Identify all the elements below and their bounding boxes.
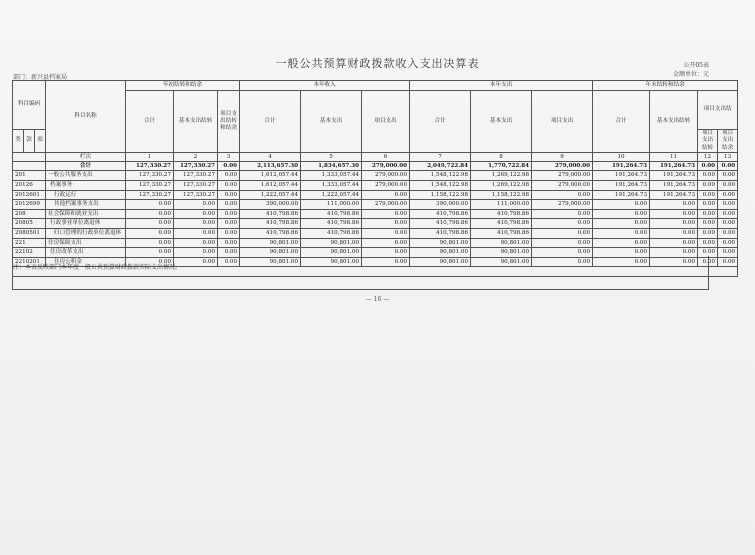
amount-cell: 1,548,122.98 xyxy=(410,180,471,190)
amount-cell: 127,330.27 xyxy=(174,161,218,171)
amount-cell: 0.00 xyxy=(593,238,650,248)
table-row xyxy=(13,228,738,238)
col-number: 13 xyxy=(718,152,738,161)
amount-cell: 0.00 xyxy=(698,171,718,181)
amount-cell: 0.00 xyxy=(698,257,718,267)
amount-cell: 0.00 xyxy=(362,209,410,219)
amount-cell: 0.00 xyxy=(650,219,698,229)
footnote: 注：本表反映部门本年度一般公共预算财政拨款实际支出情况。 xyxy=(13,264,182,271)
amount-cell: 2,113,657.30 xyxy=(240,161,301,171)
amount-cell: 0.00 xyxy=(718,228,738,238)
amount-cell: 2,049,722.84 xyxy=(410,161,471,171)
amount-cell: 0.00 xyxy=(593,200,650,210)
subject-code: 2210201 xyxy=(13,257,46,267)
col-number: 7 xyxy=(410,152,471,161)
row-label-cell xyxy=(13,152,46,161)
amount-cell: 191,264.73 xyxy=(650,171,698,181)
amount-cell: 90,801.00 xyxy=(471,248,532,258)
header-expense-basic: 基本支出 xyxy=(471,91,532,153)
amount-cell: 0.00 xyxy=(593,228,650,238)
header-expense-total: 合计 xyxy=(410,91,471,153)
col-number: 1 xyxy=(126,152,174,161)
amount-cell: 0.00 xyxy=(126,200,174,210)
amount-cell: 1,158,122.98 xyxy=(410,190,471,200)
header-end-project-balance: 项目支出结余 xyxy=(718,130,738,153)
amount-cell: 90,801.00 xyxy=(301,257,362,267)
amount-cell: 410,798.86 xyxy=(301,228,362,238)
amount-cell: 279,000.00 xyxy=(362,180,410,190)
header-group-end: 年末结转和结余 xyxy=(593,81,738,91)
subject-name: 行政运行 xyxy=(46,190,126,200)
subject-name: 住房保障支出 xyxy=(46,238,126,248)
header-class: 类 xyxy=(13,130,24,153)
header-begin-project: 项目支出结转和结余 xyxy=(218,91,240,153)
amount-cell: 0.00 xyxy=(174,257,218,267)
page-number: — 16 — xyxy=(365,296,390,303)
amount-cell: 390,000.00 xyxy=(240,200,301,210)
subject-code: 20805 xyxy=(13,219,46,229)
subject-code: 20126 xyxy=(13,180,46,190)
amount-cell: 0.00 xyxy=(218,248,240,258)
row-label: 栏次 xyxy=(46,152,126,161)
amount-cell: 127,330.27 xyxy=(126,161,174,171)
amount-cell: 0.00 xyxy=(532,238,593,248)
amount-cell: 0.00 xyxy=(593,209,650,219)
amount-cell: 410,798.86 xyxy=(410,209,471,219)
amount-cell: 0.00 xyxy=(174,219,218,229)
amount-cell: 0.00 xyxy=(532,190,593,200)
amount-cell: 111,000.00 xyxy=(471,200,532,210)
amount-cell: 0.00 xyxy=(718,238,738,248)
subject-name: 住房公积金 xyxy=(46,257,126,267)
header-end-basic: 基本支出结转 xyxy=(650,91,698,153)
amount-cell: 0.00 xyxy=(718,248,738,258)
amount-cell: 0.00 xyxy=(218,238,240,248)
amount-cell: 0.00 xyxy=(650,238,698,248)
amount-cell: 0.00 xyxy=(174,228,218,238)
amount-cell: 0.00 xyxy=(698,200,718,210)
amount-cell: 127,330.27 xyxy=(174,171,218,181)
amount-cell: 1,612,057.44 xyxy=(240,171,301,181)
subject-name: 行政事业单位离退休 xyxy=(46,219,126,229)
amount-cell: 90,801.00 xyxy=(410,238,471,248)
amount-cell: 279,000.00 xyxy=(532,161,593,171)
table-row xyxy=(13,209,738,219)
header-expense-project: 项目支出 xyxy=(532,91,593,153)
amount-cell: 0.00 xyxy=(532,257,593,267)
header-item: 项 xyxy=(35,130,46,153)
amount-cell: 1,333,057.44 xyxy=(301,171,362,181)
amount-cell: 410,798.86 xyxy=(240,219,301,229)
amount-cell: 0.00 xyxy=(362,248,410,258)
amount-cell: 127,330.27 xyxy=(126,190,174,200)
amount-cell: 0.00 xyxy=(593,248,650,258)
amount-cell: 0.00 xyxy=(532,219,593,229)
amount-cell: 279,000.00 xyxy=(532,171,593,181)
amount-cell: 0.00 xyxy=(362,190,410,200)
subject-code: 22102 xyxy=(13,248,46,258)
header-income-project: 项目支出 xyxy=(362,91,410,153)
amount-cell: 1,222,057.44 xyxy=(240,190,301,200)
amount-cell: 0.00 xyxy=(718,219,738,229)
table-row xyxy=(13,161,738,171)
amount-cell: 0.00 xyxy=(718,171,738,181)
amount-cell: 90,801.00 xyxy=(240,238,301,248)
amount-cell: 1,834,657.30 xyxy=(301,161,362,171)
amount-cell: 90,801.00 xyxy=(410,257,471,267)
amount-cell: 410,798.86 xyxy=(471,228,532,238)
subject-name: 住房改革支出 xyxy=(46,248,126,258)
amount-cell: 0.00 xyxy=(698,190,718,200)
amount-cell: 0.00 xyxy=(698,180,718,190)
amount-cell: 0.00 xyxy=(593,219,650,229)
amount-cell: 1,222,057.44 xyxy=(301,190,362,200)
amount-cell: 410,798.86 xyxy=(301,209,362,219)
amount-cell: 0.00 xyxy=(718,200,738,210)
amount-cell: 0.00 xyxy=(362,257,410,267)
amount-cell: 90,801.00 xyxy=(301,248,362,258)
subject-name: 归口管理的行政单位离退休 xyxy=(46,228,126,238)
amount-cell: 0.00 xyxy=(126,228,174,238)
col-number: 11 xyxy=(650,152,698,161)
amount-cell: 0.00 xyxy=(362,219,410,229)
amount-cell: 0.00 xyxy=(593,257,650,267)
col-number: 2 xyxy=(174,152,218,161)
amount-cell: 1,158,122.98 xyxy=(471,190,532,200)
amount-cell: 0.00 xyxy=(218,180,240,190)
amount-cell: 279,000.00 xyxy=(532,180,593,190)
subject-name: 档案事务 xyxy=(46,180,126,190)
amount-cell: 0.00 xyxy=(718,161,738,171)
amount-cell: 279,000.00 xyxy=(362,200,410,210)
amount-cell: 127,330.27 xyxy=(174,190,218,200)
header-end-project-group: 项目支出结 xyxy=(698,91,738,130)
amount-cell: 90,801.00 xyxy=(471,238,532,248)
amount-cell: 0.00 xyxy=(650,257,698,267)
amount-cell: 0.00 xyxy=(718,257,738,267)
header-name: 科目名称 xyxy=(46,81,126,153)
subject-name: 合计 xyxy=(46,161,126,171)
amount-cell: 1,269,122.98 xyxy=(471,171,532,181)
col-number: 4 xyxy=(240,152,301,161)
amount-cell: 0.00 xyxy=(126,238,174,248)
header-section: 款 xyxy=(24,130,35,153)
header-end-project-carry: 项目支出结转 xyxy=(698,130,718,153)
amount-cell: 410,798.86 xyxy=(240,228,301,238)
amount-cell: 0.00 xyxy=(698,209,718,219)
header-income-basic: 基本支出 xyxy=(301,91,362,153)
amount-cell: 279,000.00 xyxy=(532,200,593,210)
col-number: 5 xyxy=(301,152,362,161)
amount-cell: 0.00 xyxy=(174,248,218,258)
amount-cell: 191,264.73 xyxy=(650,190,698,200)
amount-cell: 1,333,057.44 xyxy=(301,180,362,190)
amount-cell: 279,000.00 xyxy=(362,171,410,181)
amount-cell: 191,264.73 xyxy=(593,180,650,190)
table-row xyxy=(13,200,738,210)
header-code: 科目编码 xyxy=(13,81,46,130)
amount-cell: 191,264.73 xyxy=(593,161,650,171)
amount-cell: 90,801.00 xyxy=(240,248,301,258)
amount-cell: 90,801.00 xyxy=(240,257,301,267)
amount-cell: 0.00 xyxy=(698,219,718,229)
amount-cell: 127,330.27 xyxy=(126,171,174,181)
subject-code: 2012601 xyxy=(13,190,46,200)
amount-cell: 390,000.00 xyxy=(410,200,471,210)
amount-cell: 1,269,122.98 xyxy=(471,180,532,190)
subject-code: 2012699 xyxy=(13,200,46,210)
amount-cell: 90,801.00 xyxy=(301,238,362,248)
subject-name: 一般公共服务支出 xyxy=(46,171,126,181)
amount-cell: 0.00 xyxy=(362,238,410,248)
subject-name: 社会保障和就业支出 xyxy=(46,209,126,219)
unit-label: 金额单位：元 xyxy=(672,71,709,78)
table-row xyxy=(13,171,738,181)
amount-cell: 0.00 xyxy=(532,228,593,238)
amount-cell: 410,798.86 xyxy=(301,219,362,229)
amount-cell: 0.00 xyxy=(126,257,174,267)
amount-cell: 1,548,122.98 xyxy=(410,171,471,181)
amount-cell: 0.00 xyxy=(698,161,718,171)
amount-cell: 0.00 xyxy=(698,238,718,248)
amount-cell: 0.00 xyxy=(362,228,410,238)
amount-cell: 191,264.73 xyxy=(593,171,650,181)
amount-cell: 191,264.73 xyxy=(650,180,698,190)
amount-cell: 0.00 xyxy=(218,209,240,219)
col-number: 10 xyxy=(593,152,650,161)
amount-cell: 0.00 xyxy=(218,161,240,171)
budget-table xyxy=(12,80,738,277)
amount-cell: 0.00 xyxy=(698,228,718,238)
table-row xyxy=(13,238,738,248)
subject-code: 201 xyxy=(13,171,46,181)
amount-cell: 410,798.86 xyxy=(410,228,471,238)
amount-cell: 1,770,722.84 xyxy=(471,161,532,171)
table-body xyxy=(13,161,738,267)
col-number: 12 xyxy=(698,152,718,161)
amount-cell: 0.00 xyxy=(218,219,240,229)
subject-code: 221 xyxy=(13,238,46,248)
amount-cell: 0.00 xyxy=(650,209,698,219)
amount-cell: 90,801.00 xyxy=(471,257,532,267)
amount-cell: 0.00 xyxy=(718,209,738,219)
amount-cell: 127,330.27 xyxy=(174,180,218,190)
amount-cell: 0.00 xyxy=(650,200,698,210)
subject-name: 其他档案事务支出 xyxy=(46,200,126,210)
amount-cell: 0.00 xyxy=(174,238,218,248)
col-number: 8 xyxy=(471,152,532,161)
header-group-income: 本年收入 xyxy=(240,81,410,91)
amount-cell: 191,264.73 xyxy=(593,190,650,200)
amount-cell: 0.00 xyxy=(218,228,240,238)
amount-cell: 0.00 xyxy=(532,248,593,258)
amount-cell: 0.00 xyxy=(126,248,174,258)
header-group-begin: 年初结转和结余 xyxy=(126,81,240,91)
amount-cell: 191,264.73 xyxy=(650,161,698,171)
table-row xyxy=(13,219,738,229)
table-row xyxy=(13,180,738,190)
header-group-expense: 本年支出 xyxy=(410,81,593,91)
amount-cell: 410,798.86 xyxy=(471,219,532,229)
amount-cell: 0.00 xyxy=(718,190,738,200)
header-begin-basic: 基本支出结转 xyxy=(174,91,218,153)
column-index-row xyxy=(13,152,738,161)
amount-cell: 0.00 xyxy=(218,190,240,200)
amount-cell: 0.00 xyxy=(218,257,240,267)
amount-cell: 0.00 xyxy=(126,219,174,229)
col-number: 3 xyxy=(218,152,240,161)
amount-cell: 0.00 xyxy=(218,200,240,210)
amount-cell: 0.00 xyxy=(698,248,718,258)
amount-cell: 111,000.00 xyxy=(301,200,362,210)
subject-code: 2080501 xyxy=(13,228,46,238)
amount-cell: 410,798.86 xyxy=(240,209,301,219)
amount-cell: 90,801.00 xyxy=(410,248,471,258)
amount-cell: 0.00 xyxy=(218,171,240,181)
table-row xyxy=(13,190,738,200)
header-begin-total: 合计 xyxy=(126,91,174,153)
amount-cell: 0.00 xyxy=(174,209,218,219)
amount-cell: 127,330.27 xyxy=(126,180,174,190)
amount-cell: 410,798.86 xyxy=(471,209,532,219)
amount-cell: 279,000.00 xyxy=(362,161,410,171)
header-income-total: 合计 xyxy=(240,91,301,153)
form-code: 公开05表 xyxy=(683,62,709,69)
page-title: 一般公共预算财政拨款收入支出决算表 xyxy=(275,57,480,70)
amount-cell: 0.00 xyxy=(650,228,698,238)
amount-cell: 0.00 xyxy=(174,200,218,210)
header-end-total: 合计 xyxy=(593,91,650,153)
amount-cell: 0.00 xyxy=(718,180,738,190)
subject-code xyxy=(13,161,46,171)
subject-code: 208 xyxy=(13,209,46,219)
amount-cell: 0.00 xyxy=(126,209,174,219)
amount-cell: 0.00 xyxy=(650,248,698,258)
amount-cell: 410,798.86 xyxy=(410,219,471,229)
col-number: 6 xyxy=(362,152,410,161)
col-number: 9 xyxy=(532,152,593,161)
amount-cell: 0.00 xyxy=(532,209,593,219)
amount-cell: 1,612,057.44 xyxy=(240,180,301,190)
department-label: 部门：新兴县档案局 xyxy=(13,74,68,81)
